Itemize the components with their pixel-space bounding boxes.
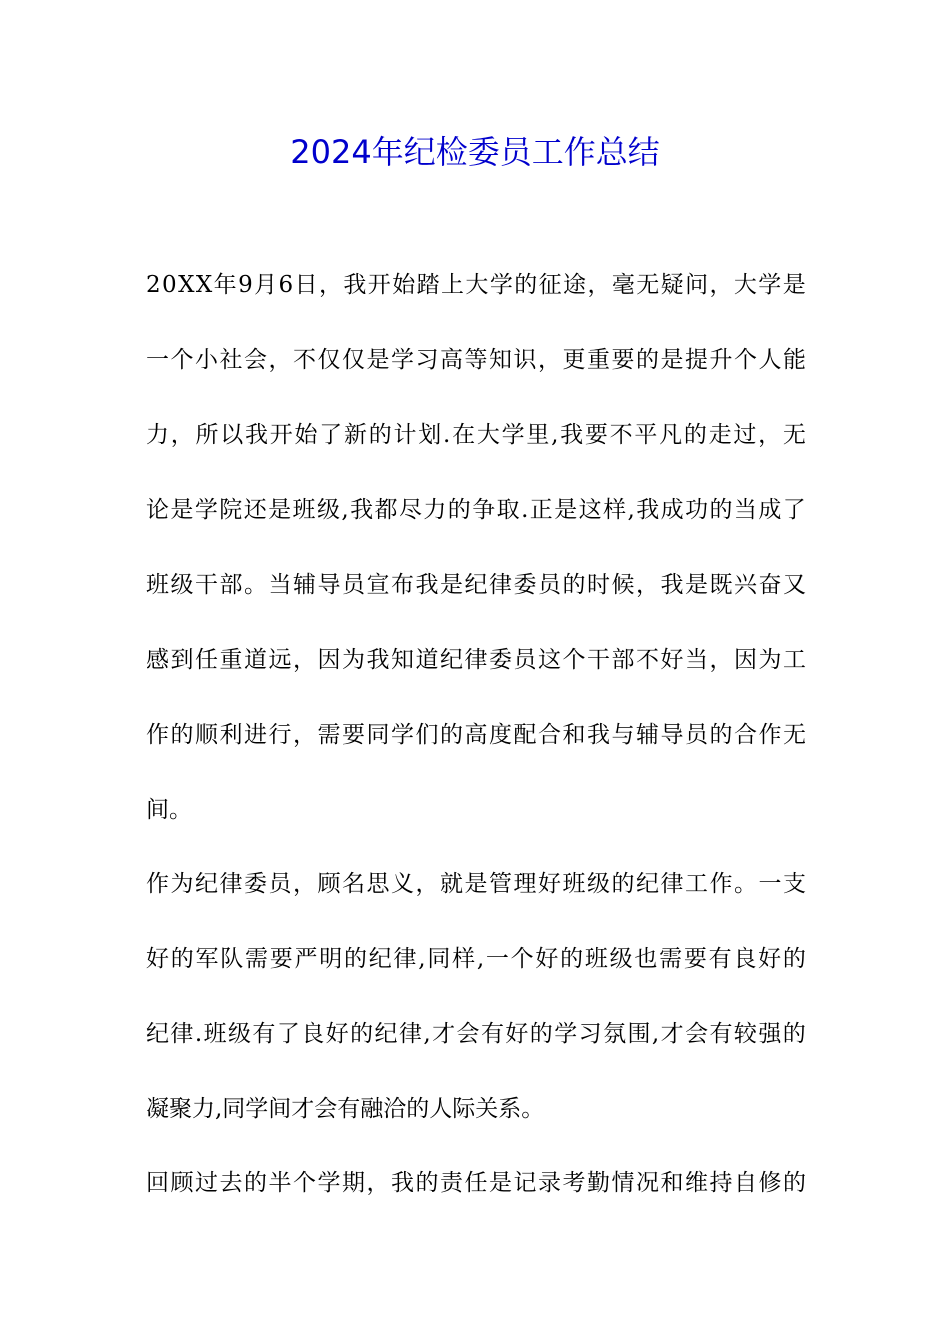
body-line: 间。 — [146, 797, 192, 823]
body-line: 回 顾 过 去 的 半 个 学 期 ， 我 的 责 任 是 记 录 考 勤 情 况 和 维 持 自 修 的 — [146, 1170, 806, 1196]
body-line: 凝聚力,同学间才会有融洽的人际关系。 — [146, 1096, 545, 1122]
body-line: 感 到 任 重 道 远 ， 因 为 我 知 道 纪 律 委 员 这 个 干 部 不 好 当 ， 因 为 工 — [146, 647, 806, 673]
body-line: 2 0 X X 年 9 月 6 日 ， 我 开 始 踏 上 大 学 的 征 途 ， 毫 无 疑 问 ， 大 学 是 — [146, 272, 806, 298]
body-line: 纪 律 . 班 级 有 了 良 好 的 纪 律 , 才 会 有 好 的 学 习 氛 围 , 才 会 有 较 强 的 — [146, 1021, 806, 1047]
body-line: 好 的 军 队 需 要 严 明 的 纪 律 , 同 样 , 一 个 好 的 班 级 也 需 要 有 良 好 的 — [146, 946, 806, 972]
body-line: 论 是 学 院 还 是 班 级 , 我 都 尽 力 的 争 取 . 正 是 这 样 , 我 成 功 的 当 成 了 — [146, 497, 806, 523]
body-line: 作 为 纪 律 委 员 ， 顾 名 思 义 ， 就 是 管 理 好 班 级 的 纪 律 工 作 。 一 支 — [146, 871, 806, 897]
body-line: 班 级 干 部 。 当 辅 导 员 宣 布 我 是 纪 律 委 员 的 时 候 ， 我 是 既 兴 奋 又 — [146, 572, 806, 598]
body-line: 力 ， 所 以 我 开 始 了 新 的 计 划 . 在 大 学 里 , 我 要 不 平 凡 的 走 过 ， 无 — [146, 422, 806, 448]
body-line: 作 的 顺 利 进 行 ， 需 要 同 学 们 的 高 度 配 合 和 我 与 辅 导 员 的 合 作 无 — [146, 722, 806, 748]
document-title: 2024年纪检委员工作总结 — [290, 133, 660, 171]
body-line: 一 个 小 社 会 ， 不 仅 仅 是 学 习 高 等 知 识 ， 更 重 要 的 是 提 升 个 人 能 — [146, 347, 806, 373]
